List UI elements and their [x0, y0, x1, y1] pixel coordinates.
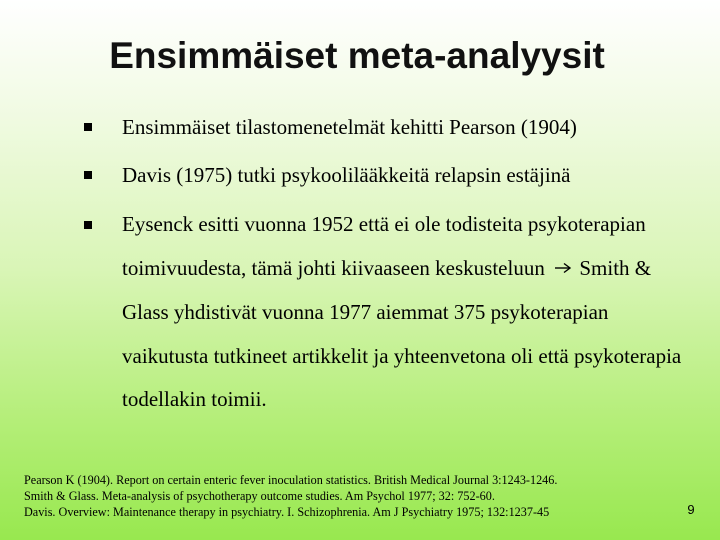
bullet-text: Ensimmäiset tilastomenetelmät kehitti Pearson (1904)	[122, 115, 577, 139]
square-bullet-icon	[84, 221, 92, 229]
references	[24, 472, 664, 520]
slide-title: Ensimmäiset meta-analyysit	[109, 35, 605, 76]
square-bullet-icon	[84, 123, 92, 131]
reference-pearson: Pearson K (1904). Report on certain enteric fever inoculation statistics. British Medical Journal 3:1243-1246.	[24, 473, 558, 487]
bullet-list	[84, 107, 684, 422]
reference-smith-glass: Smith & Glass. Meta-analysis of psychotherapy outcome studies. Am Psychol 1977; 32: 752-60.	[24, 489, 495, 503]
bullet-item-eysenck	[84, 203, 684, 422]
reference-davis: Davis. Overview: Maintenance therapy in psychiatry. I. Schizophrenia. Am J Psychiatry 1975; 132:1237-45	[24, 505, 550, 519]
square-bullet-icon	[84, 171, 92, 179]
bullet-item-pearson	[84, 107, 684, 147]
page-number: 9	[687, 502, 695, 517]
right-arrow-icon	[554, 246, 572, 290]
bullet-text: Davis (1975) tutki psykoolilääkkeitä relapsin estäjinä	[122, 163, 571, 187]
bullet-text-before-arrow: Eysenck esitti vuonna 1952 että ei ole todisteita psykoterapian toimivuudesta, tämä johti kiivaaseen keskusteluun	[122, 212, 646, 280]
bullet-text-after-arrow: Smith & Glass yhdistivät vuonna 1977 aiemmat 375 psykoterapian vaikutusta tutkineet artikkelit ja yhteenvetona oli että psykoterapia todellakin toimii.	[122, 255, 682, 412]
bullet-item-davis	[84, 155, 684, 195]
